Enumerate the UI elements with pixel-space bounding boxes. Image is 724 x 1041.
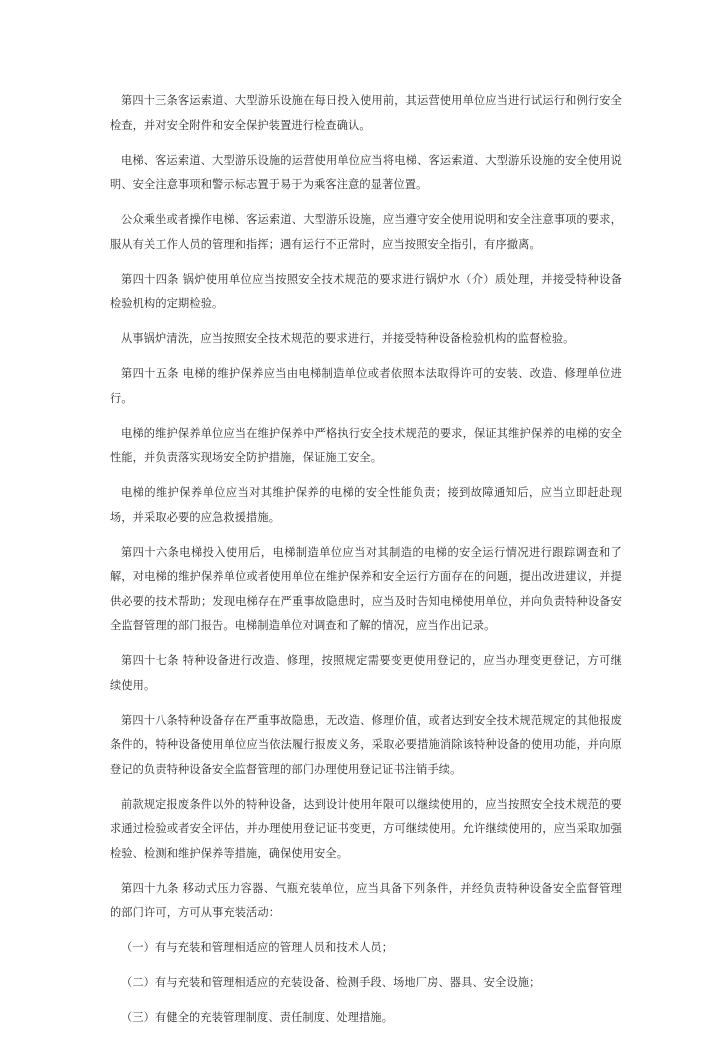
paragraph-boiler-cleaning: 从事锅炉清洗，应当按照安全技术规范的要求进行，并接受特种设备检验机构的监督检验。 xyxy=(121,332,575,345)
list-item-condition-1: （一）有与充装和管理相适应的管理人员和技术人员； xyxy=(121,941,394,954)
list-item-condition-2: （二）有与充装和管理相适应的充装设备、检测手段、场地厂房、器具、安全设施； xyxy=(121,976,541,989)
paragraph-article-44: 第四十四条 锅炉使用单位应当按照安全技术规范的要求进行锅炉水（介）质处理，并接受特种设备检验机构的定期检验。 xyxy=(110,272,622,310)
paragraph-article-47: 第四十七条 特种设备进行改造、修理，按照规定需要变更使用登记的，应当办理变更登记，方可继续使用。 xyxy=(110,654,622,692)
paragraph-article-43: 第四十三条客运索道、大型游乐设施在每日投入使用前，其运营使用单位应当进行试运行和例行安全检查，并对安全附件和安全保护装置进行检查确认。 xyxy=(110,94,622,132)
paragraph-continued-use: 前款规定报废条件以外的特种设备，达到设计使用年限可以继续使用的，应当按照安全技术规范的要求通过检验或者安全评估，并办理使用登记证书变更，方可继续使用。允许继续使用的，应当采取加强检验、检测和维护保养等措施，确保使用安全。 xyxy=(110,797,622,860)
paragraph-maintenance-requirements: 电梯的维护保养单位应当在维护保养中严格执行安全技术规范的要求，保证其维护保养的电梯的安全性能，并负责落实现场安全防护措施，保证施工安全。 xyxy=(110,426,622,464)
paragraph-maintenance-responsibility: 电梯的维护保养单位应当对其维护保养的电梯的安全性能负责；接到故障通知后，应当立即赶赴现场，并采取必要的应急救援措施。 xyxy=(110,486,622,524)
paragraph-article-46: 第四十六条电梯投入使用后，电梯制造单位应当对其制造的电梯的安全运行情况进行跟踪调查和了解，对电梯的维护保养单位或者使用单位在维护保养和安全运行方面存在的问题，提出改进建议，并提供必要的技术帮助；发现电梯存在严重事故隐患时，应当及时告知电梯使用单位，并向负责特种设备安全监督管理的部门报告。电梯制造单位对调查和了解的情况，应当作出记录。 xyxy=(110,545,622,632)
paragraph-article-45: 第四十五条 电梯的维护保养应当由电梯制造单位或者依照本法取得许可的安装、改造、修理单位进行。 xyxy=(110,367,622,405)
paragraph-safety-notice-placement: 电梯、客运索道、大型游乐设施的运营使用单位应当将电梯、客运索道、大型游乐设施的安全使用说明、安全注意事项和警示标志置于易于为乘客注意的显著位置。 xyxy=(110,153,622,191)
paragraph-article-49: 第四十九条 移动式压力容器、气瓶充装单位，应当具备下列条件，并经负责特种设备安全监督管理的部门许可，方可从事充装活动： xyxy=(110,881,622,919)
paragraph-public-riders-obligations: 公众乘坐或者操作电梯、客运索道、大型游乐设施，应当遵守安全使用说明和安全注意事项的要求，服从有关工作人员的管理和指挥；遇有运行不正常时，应当按照安全指引，有序撤离。 xyxy=(110,213,622,251)
paragraph-article-48: 第四十八条特种设备存在严重事故隐患，无改造、修理价值，或者达到安全技术规范规定的其他报废条件的，特种设备使用单位应当依法履行报废义务，采取必要措施消除该特种设备的使用功能，并向原登记的负责特种设备安全监督管理的部门办理使用登记证书注销手续。 xyxy=(110,713,622,776)
document-page xyxy=(110,89,622,1041)
list-item-condition-3: （三）有健全的充装管理制度、责任制度、处理措施。 xyxy=(121,1011,394,1024)
